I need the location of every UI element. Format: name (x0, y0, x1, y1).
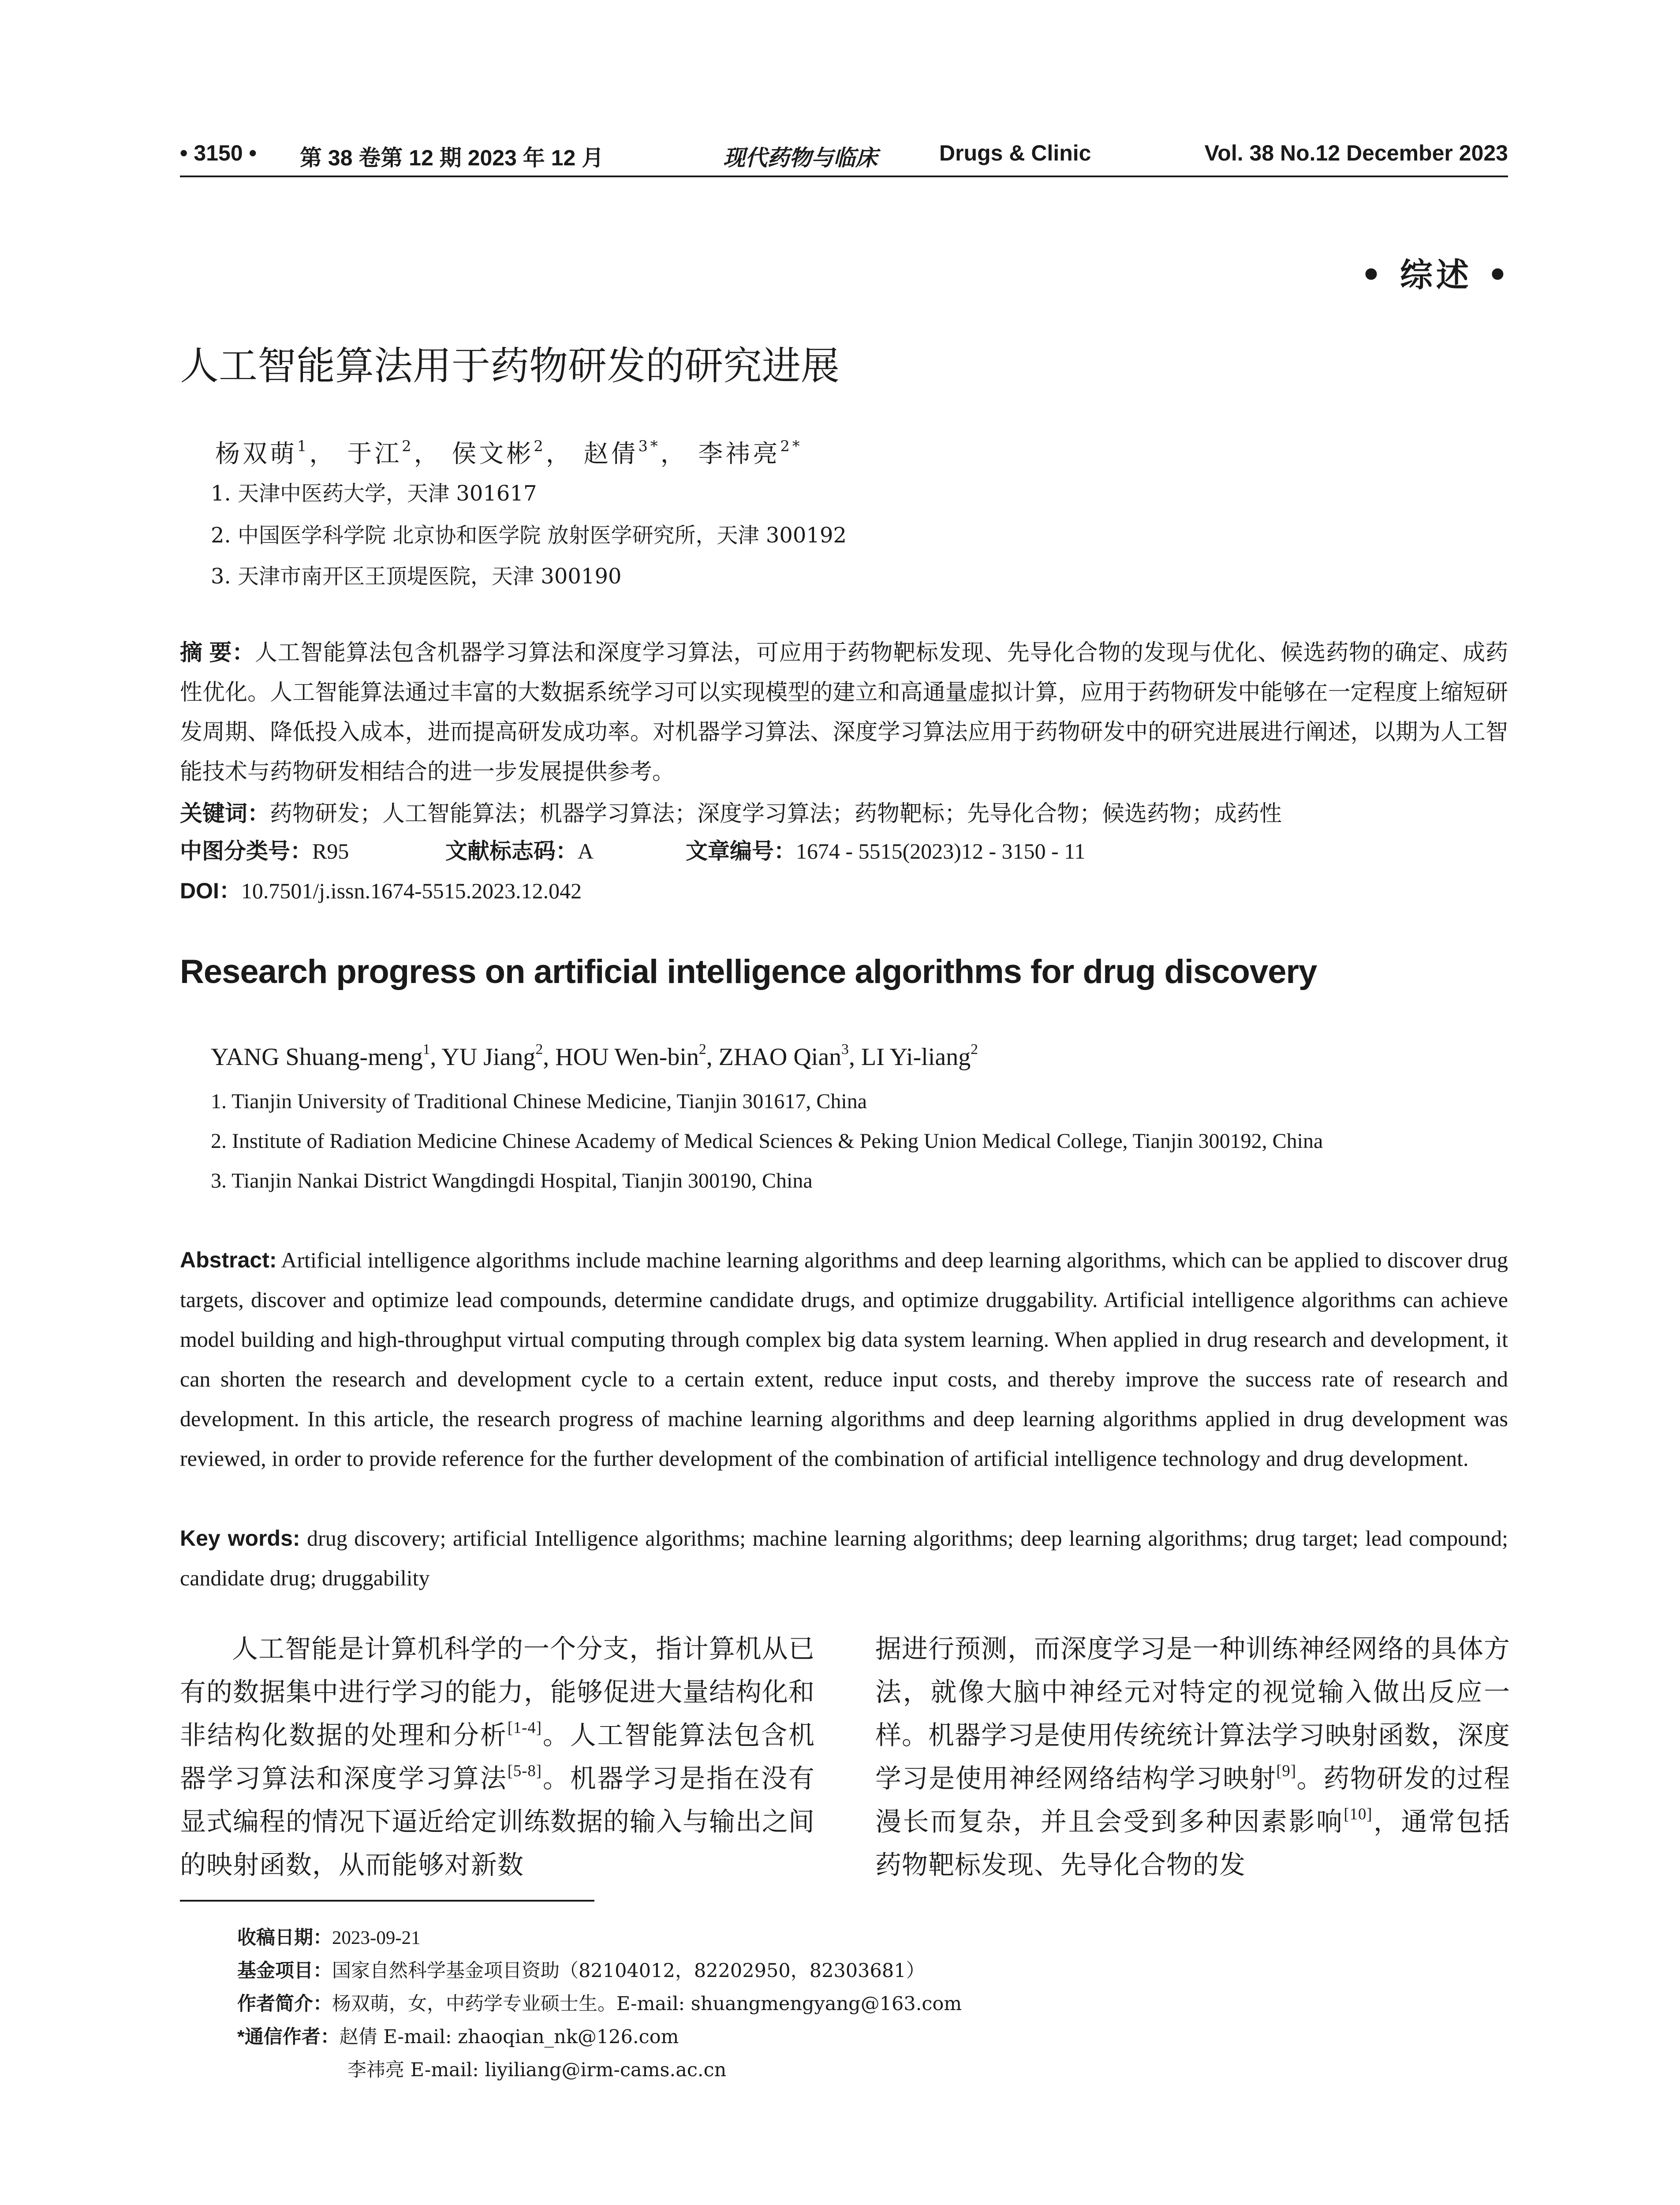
author-cn-sup: 3* (638, 437, 661, 455)
footnote-author (237, 1989, 962, 2016)
received-value: 2023-09-21 (332, 1928, 421, 1948)
doc-label: 文献标志码： (445, 839, 578, 863)
article-value: 1674 - 5515(2023)12 - 3150 - 11 (796, 839, 1086, 863)
footnote-received (237, 1923, 421, 1950)
author-en-sup: 2 (971, 1041, 978, 1058)
affiliation-cn: 2. 中国医学科学院 北京协和医学院 放射医学研究所，天津 300192 (211, 523, 847, 548)
abstract-en-text: Artificial intelligence algorithms include machine learning algorithms and deep learning algorithms, which can be applied to discover drug targets, discover and optimize lead compounds, determine candidate drugs, and optimize druggability. Artificial intelligence algorithms can achieve model building and high-throughput virtual computing through complex big data system learning. When applied in drug research and development, it can shorten the research and development cycle to a certain extent, reduce input costs, and thereby improve the success rate of research and development. In this article, the research progress of machine learning algorithms and deep learning algorithms applied in drug development was reviewed, in order to provide reference for the further development of the combination of artificial intelligence technology and drug development. (180, 1248, 1508, 1471)
doc-code (445, 833, 594, 865)
author-en: YU Jiang (441, 1043, 536, 1071)
affiliation-cn: 1. 天津中医药大学，天津 301617 (211, 481, 537, 506)
footnote-fund (237, 1956, 925, 1983)
header-rule (180, 176, 1508, 177)
footnote-rule (180, 1900, 594, 1902)
author-value: 杨双萌，女，中药学专业硕士生。E-mail: shuangmengyang@163.com (332, 1993, 962, 2015)
author-en-sep: , (848, 1043, 861, 1071)
footnote-correspondence-2 (347, 2055, 726, 2082)
title-cn: 人工智能算法用于药物研发的研究进展 (180, 343, 840, 389)
body-text: ，通常包括药物靶标发现、先导化合物的发 (875, 1806, 1510, 1880)
body-text: 。机器学习是指在没有显式编程的情况下逼近给定训练数据的输入与输出之间的映射函数，从而能够对新数 (180, 1763, 815, 1880)
doi-value: 10.7501/j.issn.1674-5515.2023.12.042 (241, 878, 582, 903)
author-en-sup: 2 (535, 1041, 543, 1058)
article-number (686, 833, 1085, 865)
author-cn-sup: 2 (402, 437, 414, 455)
author-cn-sup: 2 (534, 437, 546, 455)
author-cn: 侯文彬 (452, 440, 534, 468)
affiliation-cn: 3. 天津市南开区王顶堤医院，天津 300190 (211, 564, 622, 589)
author-cn-sep: ， (660, 440, 688, 468)
fund-value: 国家自然科学基金项目资助（82104012，82202950，82303681） (332, 1960, 925, 1982)
abstract-cn (180, 633, 1508, 792)
corr-label: *通信作者： (237, 2026, 340, 2048)
keywords-en-text: drug discovery; artificial Intelligence algorithms; machine learning algorithms; deep learning algorithms; drug target; lead compound; candidate drug; druggability (180, 1526, 1508, 1590)
doi-label: DOI： (180, 878, 241, 903)
citation: [5-8] (507, 1761, 542, 1780)
doc-value: A (578, 839, 594, 863)
body-text: 人工智能是计算机科学的一个分支，指计算机从已有的数据集中进行学习的能力，能够促进大量结构化和非结构化数据的处理和分析 (180, 1633, 815, 1750)
section-tag: • 综述 • (1360, 256, 1512, 294)
author-cn-sup: 1 (297, 437, 310, 455)
clc-label: 中图分类号： (180, 839, 312, 863)
header-issue-en: Vol. 38 No.12 December 2023 (1204, 141, 1508, 165)
body-text: 。药物研发的过程漫长而复杂，并且会受到多种因素影响 (875, 1763, 1510, 1837)
author-en-sup: 2 (698, 1041, 706, 1058)
body-column-left (180, 1627, 815, 1887)
keywords-cn (180, 794, 1508, 834)
author-en: HOU Wen-bin (555, 1043, 699, 1071)
header-issue-cn: 第 38 卷第 12 期 2023 年 12 月 (300, 146, 604, 170)
citation: [9] (1276, 1761, 1296, 1780)
abstract-cn-text: 人工智能算法包含机器学习算法和深度学习算法，可应用于药物靶标发现、先导化合物的发现与优化、候选药物的确定、成药性优化。人工智能算法通过丰富的大数据系统学习可以实现模型的建立和高通量虚拟计算，应用于药物研发中能够在一定程度上缩短研发周期、降低投入成本，进而提高研发成功率。对机器学习算法、深度学习算法应用于药物研发中的研究进展进行阐述，以期为人工智能技术与药物研发相结合的进一步发展提供参考。 (180, 640, 1508, 785)
received-label: 收稿日期： (237, 1927, 332, 1948)
author-en-sup: 3 (841, 1041, 849, 1058)
corr-value-2: 李祎亮 E-mail: liyiliang@irm-cams.ac.cn (347, 2059, 727, 2081)
author-cn-sep: ， (545, 440, 573, 468)
affiliation-en: 2. Institute of Radiation Medicine Chinese Academy of Medical Sciences & Peking Union Medical College, Tianjin 300192, China (211, 1129, 1323, 1153)
affiliation-en: 1. Tianjin University of Traditional Chinese Medicine, Tianjin 301617, China (211, 1090, 867, 1113)
corr-value-1: 赵倩 E-mail: zhaoqian_nk@126.com (339, 2026, 679, 2048)
footnote-correspondence (237, 2022, 679, 2049)
keywords-en-label: Key words: (180, 1526, 300, 1551)
author-en: ZHAO Qian (718, 1043, 842, 1071)
author-cn-sep: ， (414, 440, 441, 468)
title-en: Research progress on artificial intelligence algorithms for drug discovery (180, 953, 1317, 990)
header-page-number: • 3150 • (180, 141, 257, 165)
affiliation-en: 3. Tianjin Nankai District Wangdingdi Hospital, Tianjin 300190, China (211, 1169, 813, 1192)
citation: [1-4] (507, 1718, 542, 1737)
author-en: LI Yi-liang (861, 1043, 971, 1071)
body-column-right (875, 1627, 1510, 1887)
header-journal-en: Drugs & Clinic (939, 141, 1091, 165)
fund-label: 基金项目： (237, 1960, 332, 1981)
doi (180, 873, 582, 905)
clc-number (180, 833, 349, 865)
author-en-sep: , (543, 1043, 556, 1071)
keywords-en (180, 1518, 1508, 1598)
body-text: 据进行预测，而深度学习是一种训练神经网络的具体方法，就像大脑中神经元对特定的视觉输入做出反应一样。机器学习是使用传统统计算法学习映射函数，深度学习是使用神经网络结构学习映射 (875, 1633, 1511, 1794)
citation: [10] (1344, 1805, 1373, 1823)
author-label: 作者简介： (237, 1993, 332, 2014)
clc-value: R95 (312, 839, 349, 863)
article-label: 文章编号： (686, 839, 796, 863)
author-en: YANG Shuang-meng (211, 1043, 423, 1071)
author-cn: 赵倩 (583, 440, 638, 468)
header-journal-cn: 现代药物与临床 (723, 145, 877, 171)
body-text: 。人工智能算法包含机器学习算法和深度学习算法 (180, 1720, 815, 1794)
abstract-en (180, 1240, 1508, 1478)
author-cn: 于江 (347, 440, 402, 468)
keywords-cn-label: 关键词： (180, 801, 270, 826)
authors-en (211, 1043, 978, 1071)
keywords-cn-text: 药物研发；人工智能算法；机器学习算法；深度学习算法；药物靶标；先导化合物；候选药物；成药性 (270, 801, 1282, 827)
author-cn-sep: ， (309, 440, 337, 468)
author-en-sep: , (430, 1043, 442, 1071)
author-cn-sup: 2* (780, 437, 803, 455)
abstract-en-label: Abstract: (180, 1248, 277, 1272)
author-en-sup: 1 (422, 1041, 430, 1058)
author-cn: 李祎亮 (698, 440, 780, 468)
authors-cn (215, 434, 803, 470)
author-cn: 杨双萌 (215, 440, 297, 468)
abstract-cn-label: 摘 要： (180, 640, 255, 665)
author-en-sep: , (706, 1043, 719, 1071)
